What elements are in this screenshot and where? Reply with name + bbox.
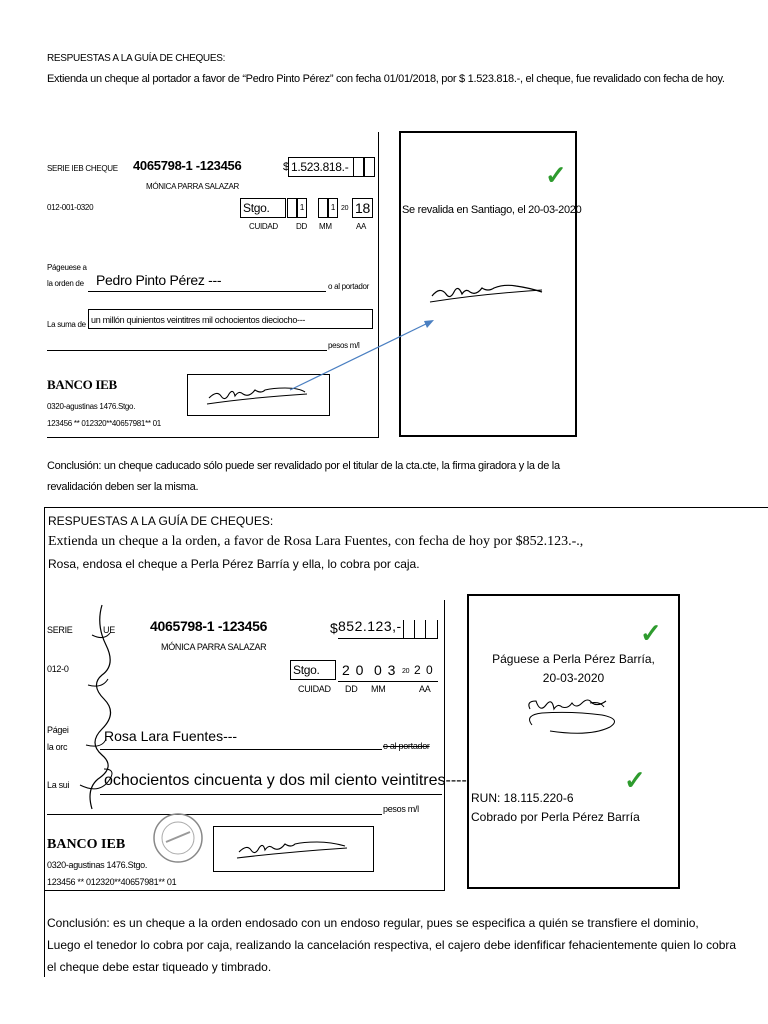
- cheque-number: 4065798-1 -123456: [133, 158, 242, 173]
- city-box: Stgo.: [290, 660, 336, 680]
- check-mark-icon: ✓: [624, 765, 646, 795]
- account-number: 012-0: [47, 664, 69, 674]
- account-number: 012-001-0320: [47, 203, 94, 212]
- date-year: 2 0: [414, 663, 434, 677]
- endorsement-signature-vertical: [72, 595, 122, 825]
- date-month: 1: [328, 198, 338, 218]
- currency-symbol: $: [283, 161, 289, 173]
- section2-left-border: [44, 507, 45, 977]
- section1-instruction: Extienda un cheque al portador a favor de “Pedro Pinto Pérez” con fecha 01/01/2018, por $ 1.523.818.-, el cheque, fue revalidado con fecha de hoy.: [47, 73, 725, 85]
- bank-stamp: [150, 810, 206, 866]
- section2-conclusion-2: Luego el tenedor lo cobra por caja, realizando la cancelación respectiva, el cajero debe idenfificar fehacientemente quien lo cobra: [47, 938, 737, 952]
- amount-divider: [414, 620, 415, 638]
- signature-drawing: [235, 838, 355, 862]
- cheque-serie-label: SERIE: [47, 625, 73, 635]
- label-dd: DD: [345, 684, 358, 694]
- sum-label: La sui: [47, 780, 70, 790]
- micr-line: 123456 ** 012320**40657981** 01: [47, 877, 177, 887]
- label-mm: MM: [371, 684, 386, 694]
- check-mark-icon: ✓: [640, 618, 662, 648]
- date-day: 1: [297, 198, 307, 218]
- payee-name: Rosa Lara Fuentes---: [104, 728, 238, 744]
- endorsement-date: 20-03-2020: [542, 671, 605, 685]
- amount-value: 852.123,-: [338, 618, 402, 634]
- date-century: 20: [341, 205, 349, 212]
- section2-heading: RESPUESTAS A LA GUÍA DE CHEQUES:: [48, 514, 274, 528]
- section1-conclusion-2: revalidación deben ser la misma.: [47, 481, 199, 493]
- check-mark-icon: ✓: [545, 160, 567, 190]
- amount-box: 1.523.818.-: [288, 157, 354, 177]
- pesos-label: pesos m/l: [328, 341, 360, 350]
- revalidation-text: Se revalida en Santiago, el 20-03-2020: [402, 204, 582, 216]
- payee-line: [100, 749, 382, 750]
- bearer-label-struck: o al portador: [383, 741, 430, 751]
- cheque-serie-label: SERIE IEB CHEQUE: [47, 164, 118, 173]
- bearer-label: o al portador: [328, 282, 370, 291]
- section2-instruction-2: Rosa, endosa el cheque a Perla Pérez Barría y ella, lo cobra por caja.: [48, 557, 420, 571]
- micr-line: 123456 ** 012320**40657981** 01: [47, 419, 161, 428]
- label-city: CUIDAD: [249, 222, 278, 231]
- date-month: 0 3: [374, 662, 397, 678]
- sum-label: La suma de: [47, 320, 86, 329]
- bank-address: 0320-agustinas 1476.Stgo.: [47, 860, 148, 870]
- currency-symbol: $: [330, 620, 338, 636]
- endorsement-line-1: Páguese a Perla Pérez Barría,: [492, 652, 655, 666]
- bank-name: BANCO IEB: [47, 377, 117, 392]
- endorser-signature: [520, 695, 630, 741]
- section2-conclusion-1: Conclusión: es un cheque a la orden endosado con un endoso regular, pues se especifica a quién se transfiere el dominio,: [47, 916, 699, 930]
- label-dd: DD: [296, 222, 307, 231]
- cheque-serie-suffix: UE: [103, 625, 115, 635]
- pay-label-2: la orc: [47, 742, 68, 752]
- section2-instruction-1: Extienda un cheque a la orden, a favor de Rosa Lara Fuentes, con fecha de hoy por $852.123.-.,: [48, 534, 584, 549]
- section2-conclusion-3: el cheque debe estar tiqueado y timbrado.: [47, 960, 272, 974]
- sum-words: ochocientos cincuenta y dos mil ciento veintitres----: [104, 772, 467, 789]
- cheque-2-bottom-border: [44, 890, 445, 891]
- pay-label-2: la orden de: [47, 279, 84, 288]
- date-underline: [338, 681, 438, 682]
- date-century: 20: [402, 668, 410, 675]
- pesos-label: pesos m/l: [383, 804, 419, 814]
- sum-line: [100, 794, 442, 795]
- date-year: 18: [352, 198, 373, 218]
- run-number: RUN: 18.115.220-6: [471, 791, 574, 805]
- section1-heading: RESPUESTAS A LA GUÍA DE CHEQUES:: [47, 53, 226, 64]
- amount-divider: [425, 620, 426, 638]
- account-holder: MÓNICA PARRA SALAZAR: [146, 182, 239, 191]
- cobrado-text: Cobrado por Perla Pérez Barría: [471, 810, 640, 824]
- amount-divider: [403, 620, 404, 638]
- label-aa: AA: [419, 684, 431, 694]
- sum-words: un millón quinientos veintitres mil ochocientos dieciocho---: [88, 309, 373, 329]
- section1-conclusion-1: Conclusión: un cheque caducado sólo puede ser revalidado por el titular de la cta.cte, la firma giradora y la de la: [47, 460, 560, 472]
- pay-label-1: Págei: [47, 725, 69, 735]
- bank-name: BANCO IEB: [47, 837, 126, 852]
- bank-address: 0320-agustinas 1476.Stgo.: [47, 402, 136, 411]
- label-aa: AA: [356, 222, 367, 231]
- label-mm: MM: [319, 222, 332, 231]
- cheque-2-right-border: [444, 600, 445, 890]
- section2-top-border: [44, 507, 768, 508]
- city-box: Stgo.: [240, 198, 286, 218]
- account-holder: MÓNICA PARRA SALAZAR: [161, 642, 267, 652]
- label-city: CUIDAD: [298, 684, 331, 694]
- amount-divider: [437, 620, 438, 638]
- amount-underline: [338, 638, 438, 639]
- pay-label-1: Págeuese a: [47, 263, 87, 272]
- cheque-number: 4065798-1 -123456: [150, 618, 268, 634]
- date-day: 2 0: [342, 662, 365, 678]
- payee-name: Pedro Pinto Pérez ---: [96, 272, 222, 288]
